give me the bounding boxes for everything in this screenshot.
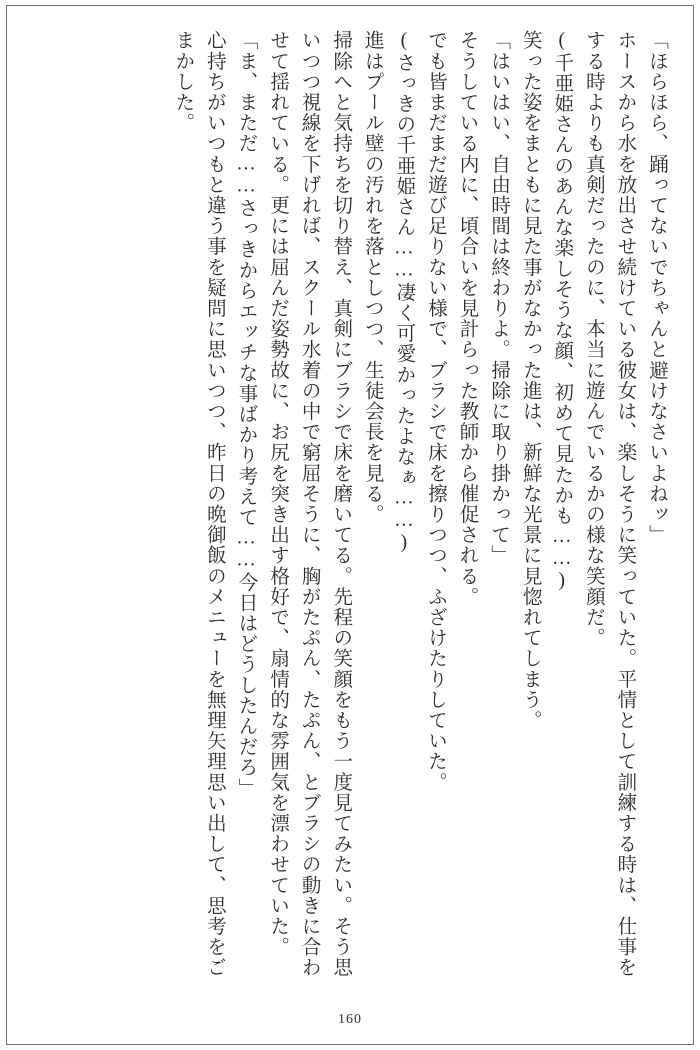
- paragraph: 心持ちがいつもと違う事を疑問に思いつつ、昨日の晩御飯のメニューを無理矢理思い出して、思考をごまかした。: [172, 30, 225, 978]
- paragraph: 笑った姿をまともに見た事がなかった進は、新鮮な光景に見惚れてしまう。: [519, 30, 541, 731]
- paragraph: 「はいはい、自由時間は終わりよ。掃除に取り掛かって」: [488, 30, 510, 566]
- paragraph: 「ほらほら、踊ってないでちゃんと避けなさいよねッ」: [646, 30, 667, 545]
- paragraph: 「ま、まただ……さっきからエッチな事ばかり考えて……今日はどうしたんだろ」: [235, 30, 257, 799]
- paragraph: でも皆まだまだ遊び足りない様で、ブラシで床を擦りつつ、ふざけたりしていた。: [424, 30, 446, 793]
- paragraph: ホースから水を放出させ続けている彼女は、楽しそうに笑っていた。平情として訓練する時は、仕事をする時よりも真剣だったのに、本当に遊んでいるかの様な笑顔だ。: [582, 30, 636, 978]
- page-text-area: [22, 30, 672, 990]
- paragraph: 掃除へと気持ちを切り替え、真剣にブラシで床を磨いてる。先程の笑顔をもう一度見てみたい。そう思いつつ視線を下げれば、スクール水着の中で窮屈そうに、胸がたぷん、たぷん、とブラシの動きに合わせて揺れている。更には屈んだ姿勢故に、お尻を突き出す格好で、扇情的な雰囲気を漂わせていた。: [267, 30, 352, 978]
- paragraph: (さっきの千亜姫さん……凄く可愛かったよなぁ……): [393, 30, 415, 554]
- paragraph: (千亜姫さんのあんな楽しそうな顔、初めて見たかも……): [551, 30, 573, 593]
- paragraph: 進はプール壁の汚れを落としつつ、生徒会長を見る。: [361, 30, 383, 525]
- paragraph: そうしている内に、頃合いを見計らった教師から催促される。: [456, 30, 478, 607]
- vertical-text-body: [22, 30, 672, 990]
- page-number: 160: [338, 1012, 362, 1027]
